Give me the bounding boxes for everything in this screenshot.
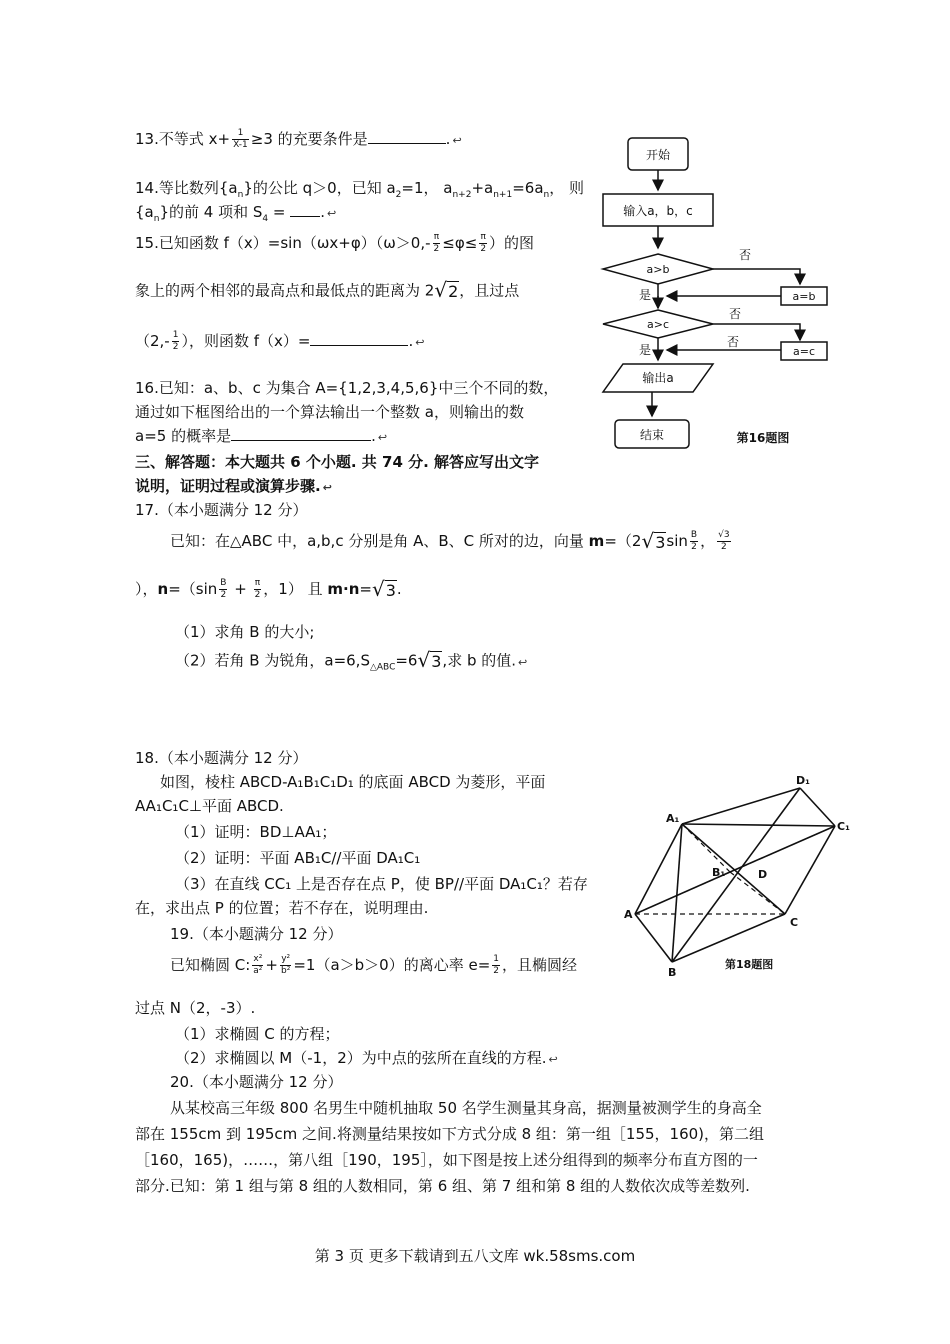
output-label: 输出a (642, 371, 674, 385)
question-17-part-2: （2）若角 B 为锐角，$a=6,S_{\triangle ABC}=6√3$,求 b 的值. ↩ (175, 648, 528, 673)
start-label: 开始 (645, 148, 671, 162)
paragraph-mark-icon: ↩ (322, 481, 332, 494)
paragraph-mark-icon: ↩ (518, 655, 528, 669)
question-20-line-4: 部分.已知：第 1 组与第 8 组的人数相同，第 6 组、第 7 组和第 8 组的人数依次成等差数列. (135, 1177, 750, 1195)
label-a1: A₁ (666, 812, 680, 825)
label-c: C (790, 916, 799, 929)
answer-blank[interactable] (231, 426, 371, 441)
input-label: 输入a，b，c (623, 204, 693, 218)
label-b: B (668, 966, 677, 979)
question-20-line-2: 部在 155cm 到 195cm 之间.将测量结果按如下方式分成 8 组：第一组［155，160)，第二组 (135, 1125, 765, 1143)
no2-label: 否 (728, 307, 742, 321)
question-18-line-1: 如图，棱柱 ABCD-A₁B₁C₁D₁ 的底面 ABCD 为菱形，平面 (160, 773, 546, 791)
fraction: $\frac{1}{X-1}$ (233, 128, 248, 150)
question-19-line-1: 已知椭圆 C: $\frac{\text{x²}}{\text{a²}}$ + $\frac{\text{y²}}{\text{b²}}$ =1（a＞b＞0）的离心率 e= $\frac{1}{2}$ ，且椭圆经 (170, 954, 578, 976)
flowchart-figure (595, 132, 840, 462)
cond1-label: a>b (646, 263, 670, 276)
label-a: A (624, 908, 633, 921)
question-18-line-2: AA₁C₁C⊥平面 ABCD. (135, 797, 284, 815)
paragraph-mark-icon: ↩ (415, 336, 425, 349)
no1-label: 否 (738, 248, 752, 262)
assign2-label: a=c (792, 345, 816, 358)
prism-figure (620, 772, 850, 982)
figure-18-caption: 第18题图 (725, 958, 774, 971)
figure-16-caption: 第16题图 (736, 431, 790, 445)
question-15-line-3: （2,- $\frac{1}{2}$ ），则函数 f（x）= . ↩ (135, 330, 425, 352)
page-footer: 第 3 页 更多下载请到五八文库 wk.58sms.com (314, 1247, 636, 1265)
question-18-heading: 18.（本小题满分 12 分） (135, 749, 308, 767)
question-17-line-1: 已知：在△ABC 中，a,b,c 分别是角 A、B、C 所对的边，向量 m=（2√3sin $\frac{B}{2}$ ， $\frac{√3}{2}$ (170, 528, 730, 553)
section-heading-line-1: 三、解答题：本大题共 6 个小题. 共 74 分. 解答应写出文字 (135, 453, 540, 471)
label-d1: D₁ (796, 774, 810, 787)
label-b1: B₁ (712, 866, 726, 879)
answer-blank[interactable] (290, 202, 320, 217)
paragraph-mark-icon: ↩ (452, 134, 462, 147)
question-15-line-1: 15.已知函数 f（x）=sin（ωx+φ）（ω＞0,- $\frac{\pi}{2}$ ≤φ≤ $\frac{\pi}{2}$ ）的图 (135, 232, 535, 254)
question-17-heading: 17.（本小题满分 12 分） (135, 501, 308, 519)
question-18-part-3: （3）在直线 CC₁ 上是否存在点 P，使 BP//平面 DA₁C₁？若存 (175, 875, 588, 893)
question-19-heading: 19.（本小题满分 12 分） (170, 925, 343, 943)
question-19-part-1: （1）求椭圆 C 的方程； (175, 1025, 340, 1043)
question-16-line-1: 16.已知：a、b、c 为集合 A={1,2,3,4,5,6}中三个不同的数， (135, 379, 559, 397)
question-17-line-2: ），n=（sin $\frac{B}{2}$ + $\frac{\pi}{2}$ ，1） 且 m·n=√3. (135, 576, 402, 601)
question-19-line-2: 过点 N（2，-3）. (135, 999, 256, 1017)
question-15-line-2: 象上的两个相邻的最高点和最低点的距离为 2√2，且过点 (135, 278, 520, 302)
question-20-line-1: 从某校高三年级 800 名男生中随机抽取 50 名学生测量其身高，据测量被测学生的身高全 (170, 1099, 762, 1117)
question-18-part-1: （1）证明：BD⊥AA₁； (175, 823, 337, 841)
question-14-line-1: 14.等比数列$\{a_n\}$的公比 q＞0，已知 $a_2=1$， $a_{n+2}+a_{n+1}=6a_n$， 则 (135, 179, 585, 200)
question-20-line-3: ［160，165)，……，第八组［190，195］，如下图是按上述分组得到的频率分布直方图的一 (135, 1151, 758, 1169)
question-16-line-2: 通过如下框图给出的一个算法输出一个整数 a，则输出的数 (135, 403, 524, 421)
yes2-label: 是 (638, 343, 652, 357)
paragraph-mark-icon: ↩ (327, 207, 337, 220)
question-17-part-1: （1）求角 B 的大小; (175, 623, 315, 641)
paragraph-mark-icon: ↩ (377, 431, 388, 444)
yes1-label: 是 (638, 288, 652, 302)
question-19-part-2: （2）求椭圆以 M（-1，2）为中点的弦所在直线的方程. ↩ (175, 1049, 558, 1067)
question-18-part-2: （2）证明：平面 AB₁C//平面 DA₁C₁ (175, 849, 421, 867)
question-20-heading: 20.（本小题满分 12 分） (170, 1073, 343, 1091)
question-16-line-3: a=5 的概率是 . ↩ (135, 427, 388, 445)
section-heading-line-2: 说明，证明过程或演算步骤. ↩ (135, 477, 332, 495)
cond2-label: a>c (646, 318, 670, 331)
assign1-label: a=b (792, 290, 816, 303)
paragraph-mark-icon: ↩ (548, 1053, 558, 1066)
question-13: 13.不等式 x+ $\frac{1}{X-1}$ ≥3 的充要条件是 . ↩ (135, 128, 462, 150)
end-label: 结束 (639, 428, 665, 442)
no3-label: 否 (726, 335, 740, 349)
label-d: D (758, 868, 768, 881)
label-c1: C₁ (837, 820, 850, 833)
question-18-part-3-cont: 在，求出点 P 的位置；若不存在，说明理由. (135, 899, 429, 917)
answer-blank[interactable] (368, 129, 446, 144)
answer-blank[interactable] (310, 331, 408, 346)
question-14-line-2: $\{a_n\}$的前 4 项和 $S_4$ = . ↩ (135, 203, 337, 224)
